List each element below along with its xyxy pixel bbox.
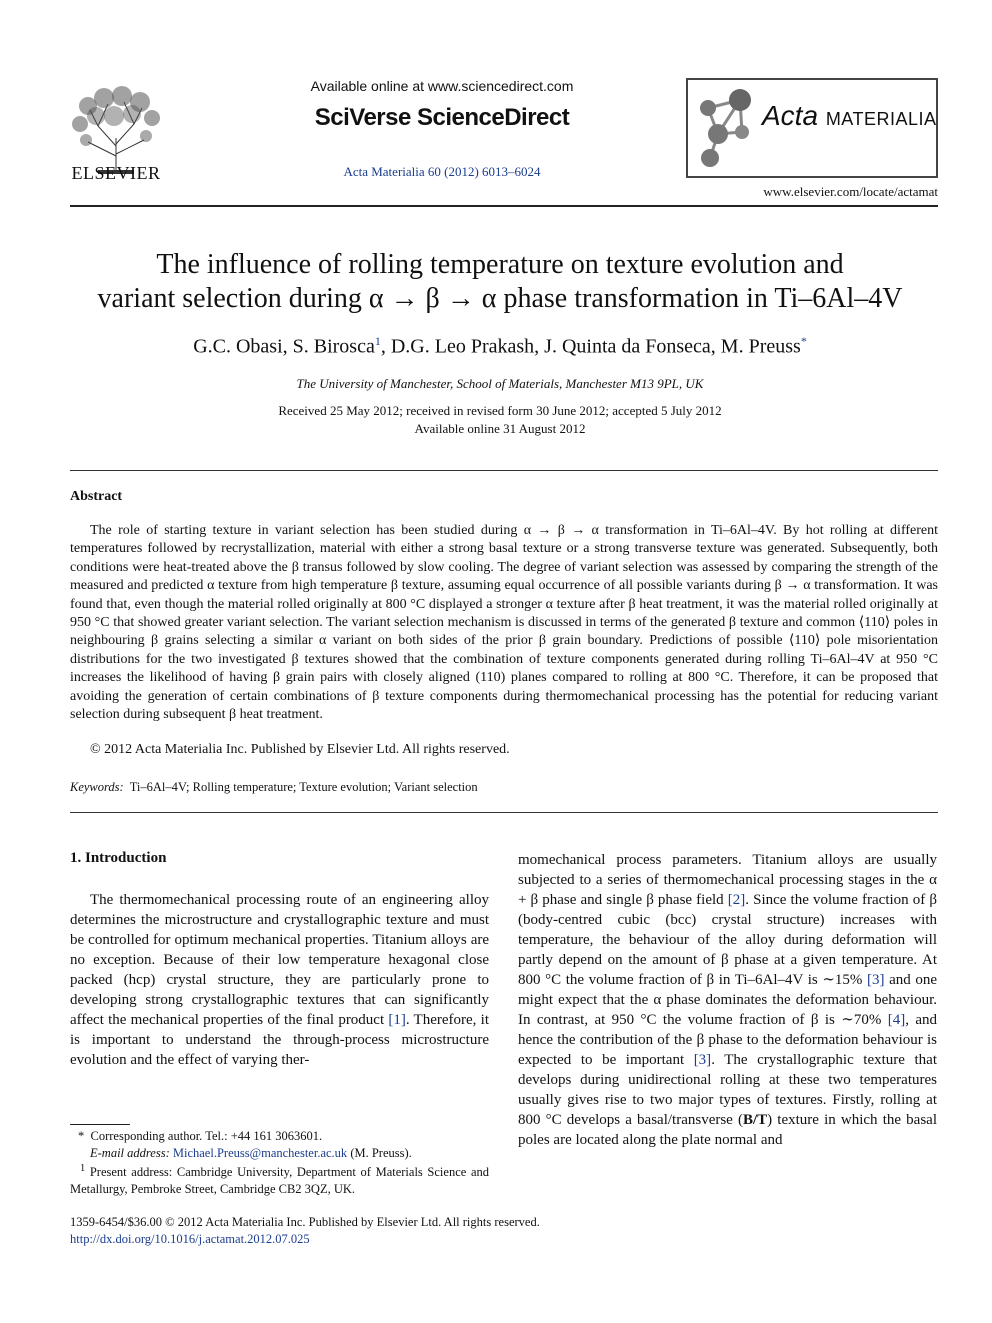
keywords-list: Ti–6Al–4V; Rolling temperature; Texture evolution; Variant selection bbox=[129, 780, 478, 794]
corr-text: Corresponding author. Tel.: +44 161 3063601. bbox=[90, 1129, 323, 1143]
left-text-1: The thermomechanical processing route of an engineering alloy determines the microstructure and crystallographic texture and must be controlled for optimum mechanical properties. Titanium alloys are no exception. Because of their low temperature hexagonal close packed (hcp) crystal structure, they are particularly prone to developing strong crystallographic textures that can significantly affect the mechanical properties of the final product bbox=[70, 892, 489, 1028]
author-list bbox=[60, 334, 940, 359]
abstract-heading: Abstract bbox=[70, 489, 123, 504]
keywords bbox=[70, 780, 478, 795]
elsevier-wordmark: ELSEVIER bbox=[71, 163, 161, 183]
corresponding-author-ref[interactable]: * bbox=[800, 334, 807, 348]
available-online-text: Available online at www.sciencedirect.com bbox=[310, 78, 574, 94]
citation-3-repeat[interactable]: [3] bbox=[693, 1052, 712, 1068]
email-link[interactable]: Michael.Preuss@manchester.ac.uk bbox=[172, 1145, 348, 1160]
right-text-4: , and hence the contribution of the β phase to the deformation behaviour is expected to be important bbox=[518, 1012, 937, 1068]
received-dates: Received 25 May 2012; received in revised form 30 June 2012; accepted 5 July 2012 bbox=[278, 403, 722, 418]
authors-part-2: , D.G. Leo Prakash, J. Quinta da Fonseca, M. Preuss bbox=[380, 335, 801, 358]
footnote-email bbox=[70, 1145, 489, 1162]
citation-3[interactable]: [3] bbox=[866, 972, 885, 988]
present-text: Present address: Cambridge University, Department of Materials Science and Metallurgy, Pembroke Street, Cambridge CB2 3QZ, UK. bbox=[70, 1165, 490, 1196]
title-line-1: The influence of rolling temperature on texture evolution and bbox=[156, 249, 844, 280]
intro-paragraph-right bbox=[518, 850, 937, 1150]
journal-homepage-link[interactable]: www.elsevier.com/locate/actamat bbox=[763, 184, 938, 199]
right-text-5: . The crystallographic texture that develops during unidirectional rolling at these two temperatures usually gives rise to two major types of textures. Firstly, rolling at 800 °C develops a basal/transverse ( bbox=[518, 1052, 937, 1128]
citation-1[interactable]: [1] bbox=[388, 1012, 406, 1028]
sciverse-sciencedirect-logo: SciVerse ScienceDirect bbox=[314, 104, 570, 131]
abstract-top-rule bbox=[70, 470, 938, 471]
bt-texture-abbrev: B/T bbox=[742, 1112, 768, 1128]
article-title bbox=[60, 248, 940, 316]
footnote-rule bbox=[70, 1124, 130, 1125]
affiliation: The University of Manchester, School of Materials, Manchester M13 9PL, UK bbox=[296, 376, 704, 391]
email-suffix: (M. Preuss). bbox=[350, 1145, 412, 1160]
right-text-3: and one might expect that the α phase dominates the deformation behaviour. In contrast, at 950 °C the volume fraction of β is ∼70% bbox=[518, 972, 937, 1028]
acta-materialia-wordmark bbox=[762, 100, 937, 132]
molecule-icon bbox=[692, 86, 758, 172]
abstract-body: The role of starting texture in variant selection has been studied during α → β → α transformation in Ti–6Al–4V. By hot rolling at different temperatures followed by recrystallization, material with either a strong basal texture or a strong transverse texture was generated. Subsequently, both conditions were heat-treated above the β transus followed by slow cooling. The degree of variant selection was assessed by comparing the strength of the measured and predicted α texture from high temperature β texture, assuming equal occurrence of all possible variants during β → α transformation. It was found that, even though the material rolled originally at 800 °C displayed a stronger α texture after β heat treatment, it was the material rolled originally at 950 °C that showed greater variant selection. The variant selection mechanism is discussed in terms of the generated β texture and common ⟨110⟩ poles in neighbouring β grains selecting a similar α variant on both sides of the prior β grain boundary. Predictions of possible ⟨110⟩ pole misorientation distributions for the two investigated β textures showed that the combination of texture components generated during rolling Ti–6Al–4V at 950 °C increases the likelihood of having β grain pairs with closely aligned (110) planes compared to rolling at 800 °C. Therefore, it can be proposed that avoiding the generation of certain combinations of β texture components during thermomechanical processing has the potential for reducing variant selection during subsequent β heat treatment. bbox=[70, 523, 938, 723]
materialia-word: MATERIALIA bbox=[825, 109, 937, 129]
footnote-corresponding bbox=[70, 1128, 489, 1145]
doi-link[interactable]: http://dx.doi.org/10.1016/j.actamat.2012.07.025 bbox=[70, 1232, 310, 1246]
intro-paragraph-left bbox=[70, 890, 489, 1070]
keywords-label: Keywords: bbox=[70, 780, 124, 794]
header-divider bbox=[70, 205, 938, 207]
present-mark: 1 bbox=[80, 1163, 86, 1174]
acta-word: Acta bbox=[762, 100, 819, 131]
page-footer bbox=[70, 1214, 540, 1248]
issn-copyright: 1359-6454/$36.00 © 2012 Acta Materialia Inc. Published by Elsevier Ltd. All rights reserved. bbox=[70, 1215, 540, 1229]
title-line-2: variant selection during α → β → α phase transformation in Ti–6Al–4V bbox=[97, 283, 903, 314]
footnote-ref-1[interactable]: 1 bbox=[374, 334, 381, 348]
authors-part-1: G.C. Obasi, S. Birosca bbox=[193, 335, 375, 358]
available-online-date: Available online 31 August 2012 bbox=[414, 421, 586, 436]
left-text-2: . Therefore, it is important to understand the through-process microstructure evolution and the effect of varying ther- bbox=[70, 1012, 489, 1068]
right-text-6: ) texture in which the basal poles are located along the plate normal and bbox=[518, 1112, 937, 1148]
email-label: E-mail address: bbox=[90, 1145, 170, 1160]
journal-reference-link[interactable]: Acta Materialia 60 (2012) 6013–6024 bbox=[343, 164, 541, 179]
citation-4[interactable]: [4] bbox=[887, 1012, 906, 1028]
footnote-present-address bbox=[70, 1161, 489, 1197]
citation-2[interactable]: [2] bbox=[727, 892, 746, 908]
abstract-bottom-rule bbox=[70, 812, 938, 813]
corr-mark: * bbox=[78, 1129, 85, 1143]
section-heading-introduction: 1. Introduction bbox=[70, 850, 167, 866]
right-text-2: . Since the volume fraction of β (body-centred cubic (bcc) crystal structure) increases with temperature, the behaviour of the alloy during deformation will partly depend on the amount of β phase at a given temperature. At 800 °C the volume fraction of β in Ti–6Al–4V is ∼15% bbox=[518, 892, 937, 988]
right-text-1: momechanical process parameters. Titanium alloys are usually subjected to a series of thermomechanical processing stages in the α + β phase and single β phase field bbox=[518, 852, 937, 908]
article-dates bbox=[60, 402, 940, 438]
footnotes bbox=[70, 1128, 489, 1197]
abstract-copyright: © 2012 Acta Materialia Inc. Published by Elsevier Ltd. All rights reserved. bbox=[90, 742, 510, 757]
